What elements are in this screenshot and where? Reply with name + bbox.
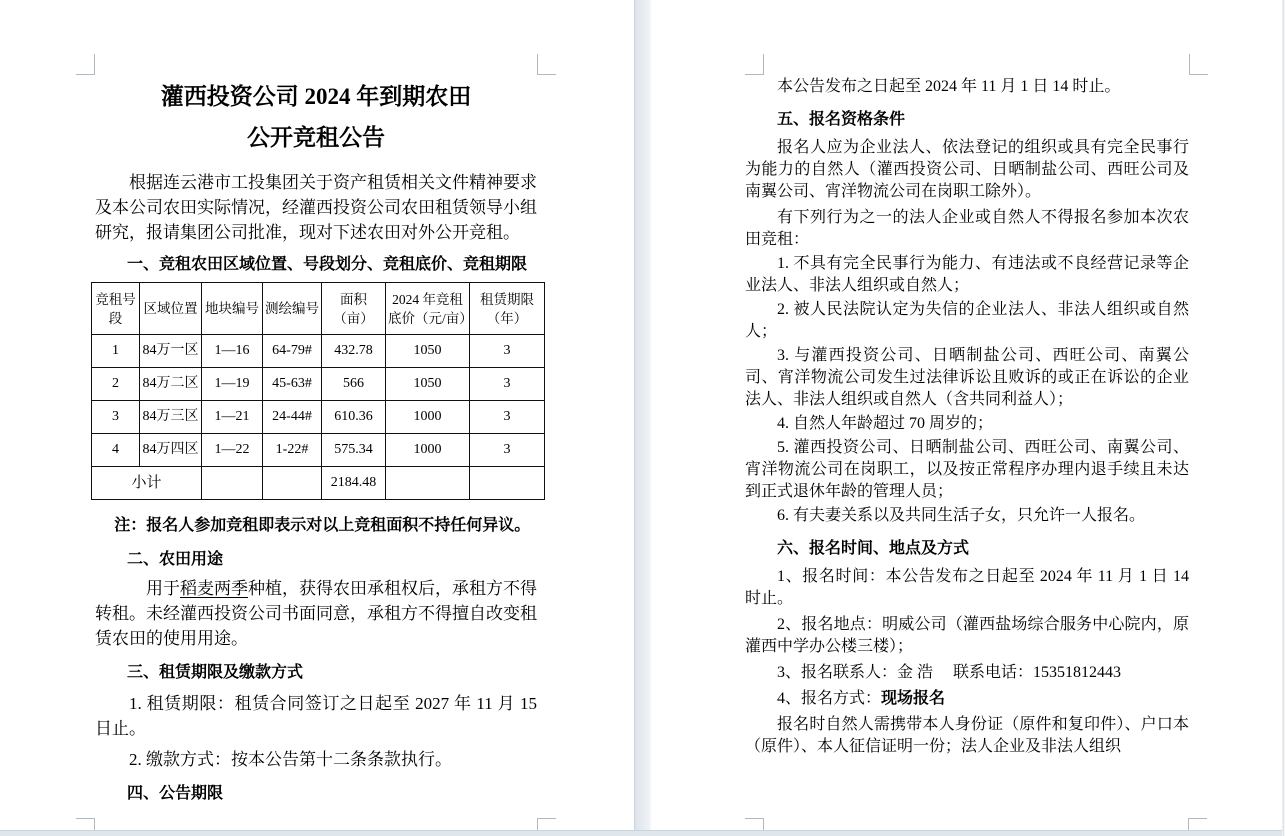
subtotal-empty [470,467,545,500]
margin-mark-bottom-right [1188,818,1207,830]
subtotal-empty [263,467,322,500]
table-note: 注：报名人参加竞租即表示对以上竞租面积不持任何异议。 [114,517,531,534]
usage-rest: 种植，获得农田承租权后，承租方不得转租。未经灌西投资公司书面同意，承租方不得擅自改变租赁农田的使用用途。 [95,579,537,648]
registration-method-value: 现场报名 [881,690,946,707]
cell-area: 566 [322,368,386,401]
intro-paragraph: 根据连云港市工投集团关于资产租赁相关文件精神要求及本公司农田实际情况，经灌西投资公司农田租赁领导小组研究，报请集团公司批准，现对下述农田对外公开竞租。 [95,173,537,242]
lease-term-item: 1. 租赁期限：租赁合同签订之日起至 2027 年 11 月 15 日止。 [95,694,537,738]
col-header-lease-term: 租赁期限（年） [470,283,545,335]
eligibility-paragraph: 报名人应为企业法人、依法登记的组织或具有完全民事行为能力的自然人（灌西投资公司、日晒制盐公司、西旺公司及南翼公司、宵洋物流公司在岗职工除外）。 [745,139,1189,200]
prohibited-item-1: 1. 不具有完全民事行为能力、有违法或不良经营记录等企业法人、非法人组织或自然人； [745,255,1189,294]
payment-item: 2. 缴款方式：按本公告第十二条条款执行。 [129,750,452,769]
margin-mark-top-left [76,54,95,75]
table-row [92,335,545,368]
col-header-location: 区域位置 [140,283,202,335]
cell-segment: 4 [92,434,140,467]
materials-paragraph: 报名时自然人需携带本人身份证（原件和复印件）、户口本（原件）、本人征信证明一份；法人企业及非法人组织 [745,716,1189,755]
cell-plot-no: 1—16 [202,335,263,368]
usage-prefix: 用于 [146,579,180,598]
section-heading-4: 四、公告期限 [127,785,224,802]
prohibited-item-2: 2. 被人民法院认定为失信的企业法人、非法人组织或自然人； [745,301,1189,340]
margin-mark-bottom-left [745,818,764,830]
cell-survey-no: 45-63# [263,368,322,401]
table-row [92,434,545,467]
col-header-area: 面积（亩） [322,283,386,335]
col-header-survey-no: 测绘编号 [263,283,322,335]
section-heading-1: 一、竞租农田区域位置、号段划分、竞租底价、竞租期限 [127,256,528,273]
registration-method-label: 4、报名方式： [777,690,882,707]
cell-survey-no: 1-22# [263,434,322,467]
cell-segment: 3 [92,401,140,434]
page-1[interactable] [0,0,634,830]
margin-mark-bottom-right [537,818,556,830]
subtotal-empty [202,467,263,500]
cell-plot-no: 1—21 [202,401,263,434]
page-gap-divider [634,0,652,836]
cell-base-price: 1000 [386,401,470,434]
cell-location: 84万四区 [140,434,202,467]
col-header-plot-no: 地块编号 [202,283,263,335]
prohibited-item-3: 3. 与灌西投资公司、日晒制盐公司、西旺公司、南翼公司、宵洋物流公司发生过法律诉讼且败诉的或正在诉讼的企业法人、非法人组织或自然人（含共同利益人）； [745,347,1189,408]
cell-survey-no: 24-44# [263,401,322,434]
table-row [92,368,545,401]
section-heading-3: 三、租赁期限及缴款方式 [127,664,304,681]
table-subtotal-row [92,467,545,500]
cell-area: 610.36 [322,401,386,434]
cell-plot-no: 1—22 [202,434,263,467]
cell-survey-no: 64-79# [263,335,322,368]
cell-segment: 1 [92,335,140,368]
margin-mark-top-right [1189,54,1208,75]
cell-area: 575.34 [322,434,386,467]
page-2[interactable] [652,0,1283,830]
page-2-text-area [745,0,1189,758]
section-heading-5: 五、报名资格条件 [777,111,906,128]
margin-mark-top-right [537,54,556,75]
col-header-base-price: 2024 年竞租底价（元/亩） [386,283,470,335]
cell-lease-term: 3 [470,368,545,401]
announcement-period-line: 本公告发布之日起至 2024 年 11 月 1 日 14 时止。 [777,78,1121,95]
cell-location: 84万二区 [140,368,202,401]
subtotal-area: 2184.48 [322,467,386,500]
cell-lease-term: 3 [470,335,545,368]
cell-plot-no: 1—19 [202,368,263,401]
registration-contact: 3、报名联系人：金 浩 联系电话：15351812443 [777,664,1122,681]
registration-method [745,688,1189,710]
cell-location: 84万三区 [140,401,202,434]
prohibited-item-6: 6. 有夫妻关系以及共同生活子女，只允许一人报名。 [777,507,1146,524]
prohibited-item-4: 4. 自然人年龄超过 70 周岁的； [777,415,994,432]
cell-base-price: 1000 [386,434,470,467]
cell-location: 84万一区 [140,335,202,368]
col-header-segment: 竞租号段 [92,283,140,335]
prohibited-intro: 有下列行为之一的法人企业或自然人不得报名参加本次农田竞租： [745,209,1189,248]
cell-base-price: 1050 [386,368,470,401]
farmland-bid-table [91,282,545,500]
page-1-text-area [95,0,537,808]
cell-base-price: 1050 [386,335,470,368]
margin-mark-bottom-left [76,818,95,830]
usage-underlined-term: 稻麦两季 [180,579,248,598]
prohibited-item-5: 5. 灌西投资公司、日晒制盐公司、西旺公司、南翼公司、宵洋物流公司在岗职工，以及按正常程序办理内退手续且未达到正式退休年龄的管理人员； [745,439,1189,500]
subtotal-empty [386,467,470,500]
subtotal-label: 小计 [92,467,202,500]
cell-area: 432.78 [322,335,386,368]
table-row [92,401,545,434]
bottom-gap-strip [0,830,1285,836]
section-heading-2: 二、农田用途 [127,551,224,568]
cell-lease-term: 3 [470,401,545,434]
table-header-row [92,283,545,335]
cell-segment: 2 [92,368,140,401]
registration-place: 2、报名地点：明威公司（灌西盐场综合服务中心院内，原灌西中学办公楼三楼）； [745,616,1189,655]
registration-time: 1、报名时间：本公告发布之日起至 2024 年 11 月 1 日 14 时止。 [745,568,1189,607]
usage-paragraph [95,576,537,651]
cell-lease-term: 3 [470,434,545,467]
section-heading-6: 六、报名时间、地点及方式 [777,540,970,557]
document-title-line-2: 公开竞租公告 [247,125,385,150]
document-title-line-1: 灌西投资公司 2024 年到期农田 [160,84,472,109]
